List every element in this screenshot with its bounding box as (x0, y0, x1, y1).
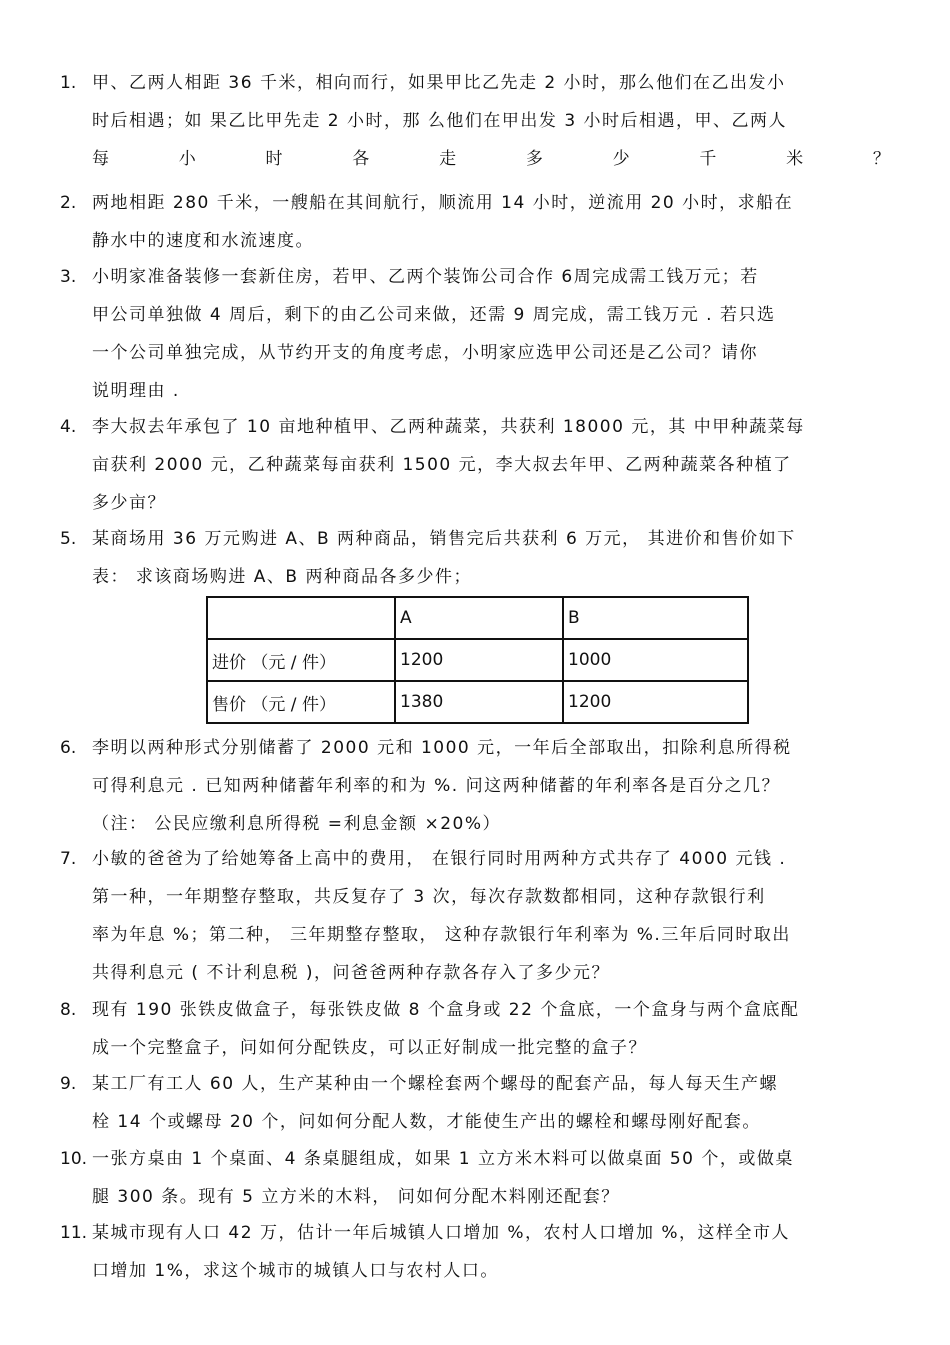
problem-text-line: 多少亩？ (92, 493, 166, 513)
problem-text-line: 共得利息元 ( 不计利息税 )，问爸爸两种存款各存入了多少元？ (92, 963, 610, 983)
table-header-row (207, 597, 748, 639)
problem-11 (60, 1214, 890, 1290)
problem-number: 1. (60, 73, 77, 93)
spread-char: 时 (265, 149, 283, 169)
problem-text-line: 第一种，一年期整存整取，共反复存了 3 次，每次存款数都相同，这种存款银行利 (92, 887, 766, 907)
problem-number: 5. (60, 529, 77, 549)
problem-number: 7. (60, 849, 77, 869)
spread-char: 每 (92, 149, 109, 169)
problem-text-line: 某城市现有人口 42 万，估计一年后城镇人口增加 %，农村人口增加 %，这样全市人 (92, 1223, 791, 1243)
problem-text-line: 一个公司单独完成，从节约开支的角度考虑，小明家应选甲公司还是乙公司？请你 (92, 343, 758, 363)
problem-text-line: 腿 300 条。现有 5 立方米的木料， 问如何分配木料刚还配套？ (92, 1187, 620, 1207)
problem-5 (60, 520, 890, 596)
problem-number: 3. (60, 267, 77, 287)
problem-1 (60, 64, 890, 178)
problem-number: 9. (60, 1074, 77, 1094)
problem-text-line: 某工厂有工人 60 人，生产某种由一个螺栓套两个螺母的配套产品，每人每天生产螺 (92, 1074, 778, 1094)
problem-text-line: 两地相距 280 千米，一艘船在其间航行，顺流用 14 小时，逆流用 20 小时，求船在 (92, 193, 794, 213)
problem-9 (60, 1065, 890, 1141)
row-label-selling-price: 售价 （元 / 件） (207, 681, 395, 723)
table-row (207, 681, 748, 723)
problem-text-line: 静水中的速度和水流速度。 (92, 231, 314, 251)
table-cell: 1000 (563, 639, 748, 681)
problem-6 (60, 729, 890, 843)
problem-text-line: （注： 公民应缴利息所得税 =利息金额 ×20%） (92, 814, 501, 834)
problem-text-line: 时后相遇；如 果乙比甲先走 2 小时，那 么他们在甲出发 3 小时后相遇，甲、乙两人 (92, 111, 788, 131)
problem-text-spread-line (92, 140, 890, 178)
spread-char: ？ (872, 149, 890, 169)
table-cell: 1200 (395, 639, 563, 681)
problem-number: 10. (60, 1149, 88, 1169)
table-cell: 1380 (395, 681, 563, 723)
problem-text-line: 说明理由 . (92, 381, 180, 401)
problem-7 (60, 840, 890, 992)
spread-char: 多 (525, 149, 543, 169)
row-label-purchase-price: 进价 （元 / 件） (207, 639, 395, 681)
problem-text-line: 一张方桌由 1 个桌面、4 条桌腿组成，如果 1 立方米木料可以做桌面 50 个，或做桌 (92, 1149, 794, 1169)
problem-text-line: 表： 求该商场购进 A、B 两种商品各多少件； (92, 567, 473, 587)
problem-text-line: 亩获利 2000 元，乙种蔬菜每亩获利 1500 元，李大叔去年甲、乙两种蔬菜各种植了 (92, 455, 792, 475)
spread-char: 千 (699, 149, 717, 169)
problem-text-line: 小明家准备装修一套新住房，若甲、乙两个装饰公司合作 6周完成需工钱万元；若 (92, 267, 759, 287)
problem-text-line: 栓 14 个或螺母 20 个，问如何分配人数，才能使生产出的螺栓和螺母刚好配套。 (92, 1112, 761, 1132)
problem-3 (60, 258, 890, 410)
problem-number: 4. (60, 417, 77, 437)
problem-text-line: 成一个完整盒子，问如何分配铁皮，可以正好制成一批完整的盒子？ (92, 1038, 647, 1058)
table-header-a: A (395, 597, 563, 639)
problem-text-line: 某商场用 36 万元购进 A、B 两种商品，销售完后共获利 6 万元， 其进价和售价如下 (92, 529, 796, 549)
problem-number: 2. (60, 193, 77, 213)
problem-text-line: 李大叔去年承包了 10 亩地种植甲、乙两种蔬菜，共获利 18000 元，其 中甲种蔬菜每 (92, 417, 805, 437)
problem-text-line: 甲公司单独做 4 周后，剩下的由乙公司来做，还需 9 周完成，需工钱万元 . 若只选 (92, 305, 776, 325)
problem-text-line: 小敏的爸爸为了给她筹备上高中的费用， 在银行同时用两种方式共存了 4000 元钱 . (92, 849, 787, 869)
spread-char: 米 (786, 149, 804, 169)
problem-text-line: 甲、乙两人相距 36 千米，相向而行，如果甲比乙先走 2 小时，那么他们在乙出发小 (92, 73, 786, 93)
problem-10 (60, 1140, 890, 1216)
spread-char: 小 (178, 149, 196, 169)
spread-char: 各 (352, 149, 370, 169)
table-cell: 1200 (563, 681, 748, 723)
table-row (207, 639, 748, 681)
spread-char: 走 (439, 149, 457, 169)
spread-char: 少 (612, 149, 630, 169)
problem-text-line: 可得利息元 . 已知两种储蓄年利率的和为 %. 问这两种储蓄的年利率各是百分之几？ (92, 776, 781, 796)
problem-4 (60, 408, 890, 522)
problem-text-line: 率为年息 %；第二种， 三年期整存整取， 这种存款银行年利率为 %.三年后同时取出 (92, 925, 791, 945)
price-table (206, 596, 749, 724)
problem-text-line: 现有 190 张铁皮做盒子，每张铁皮做 8 个盒身或 22 个盒底，一个盒身与两个盒底配 (92, 1000, 800, 1020)
problem-number: 8. (60, 1000, 77, 1020)
table-header-b: B (563, 597, 748, 639)
problem-number: 6. (60, 738, 77, 758)
problem-8 (60, 991, 890, 1067)
problem-number: 11. (60, 1223, 88, 1243)
problem-text-line: 口增加 1%，求这个城市的城镇人口与农村人口。 (92, 1261, 499, 1281)
problem-2 (60, 184, 890, 260)
problem-text-line: 李明以两种形式分别储蓄了 2000 元和 1000 元，一年后全部取出，扣除利息所得税 (92, 738, 792, 758)
table-cell (207, 597, 395, 639)
